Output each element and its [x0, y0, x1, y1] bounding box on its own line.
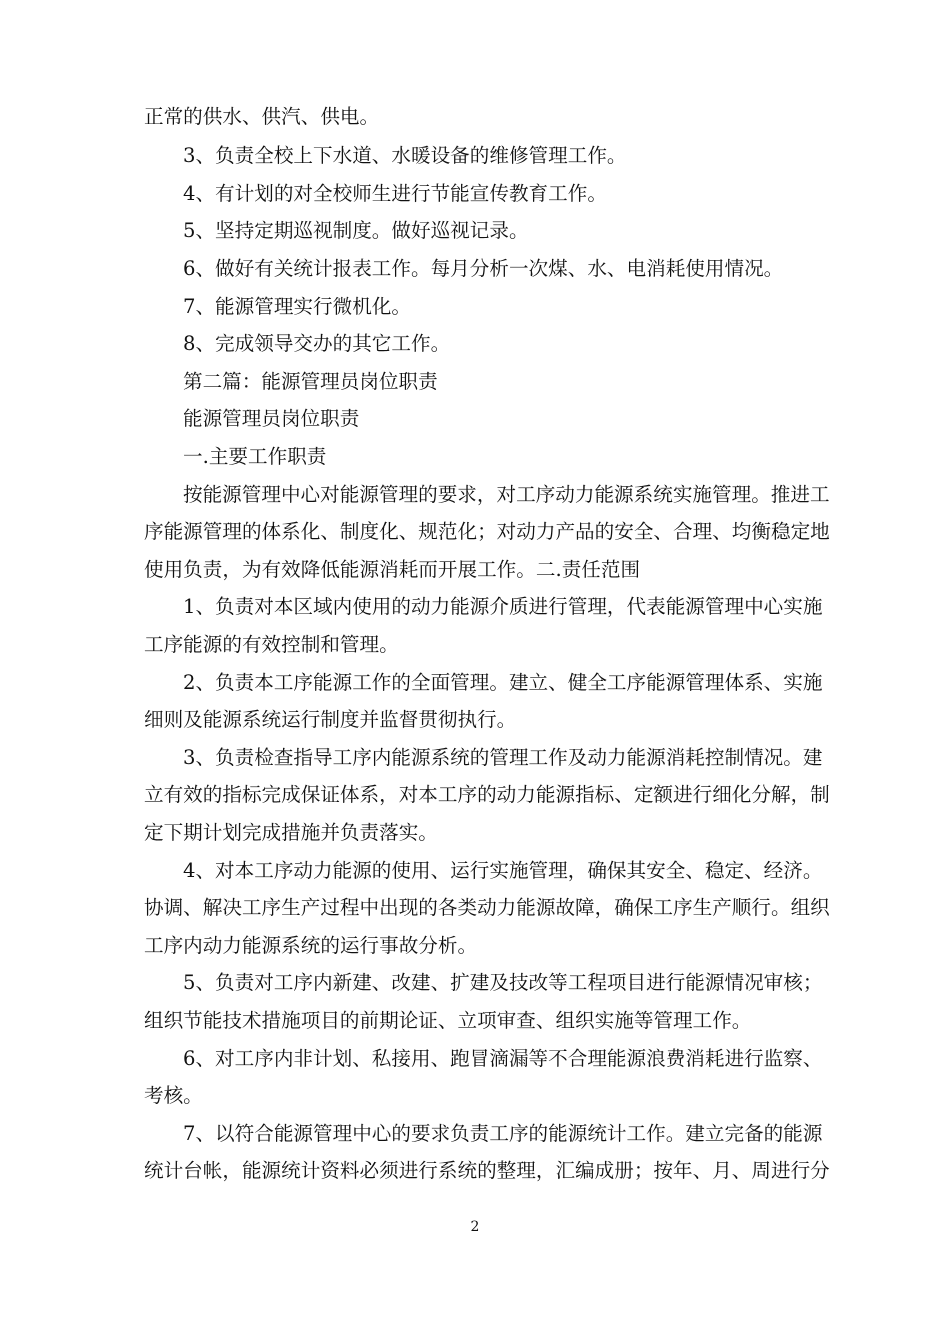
paragraph-line: 统计台帐，能源统计资料必须进行系统的整理，汇编成册；按年、月、周进行分: [144, 1159, 830, 1182]
list-item-8: 8、完成领导交办的其它工作。: [183, 332, 451, 355]
paragraph-line: 4、对本工序动力能源的使用、运行实施管理，确保其安全、稳定、经济。: [183, 859, 823, 882]
list-item-6: 6、做好有关统计报表工作。每月分析一次煤、水、电消耗使用情况。: [183, 257, 784, 280]
paragraph-line: 考核。: [144, 1084, 203, 1107]
text-line: 正常的供水、供汽、供电。: [144, 105, 380, 128]
paragraph-line: 3、负责检查指导工序内能源系统的管理工作及动力能源消耗控制情况。建: [183, 746, 823, 769]
section-heading: 第二篇：能源管理员岗位职责: [183, 370, 438, 393]
paragraph-line: 2、负责本工序能源工作的全面管理。建立、健全工序能源管理体系、实施: [183, 671, 823, 694]
subheading-main-duties: 一.主要工作职责: [183, 445, 327, 468]
paragraph-line: 工序能源的有效控制和管理。: [144, 633, 399, 656]
paragraph-line: 1、负责对本区域内使用的动力能源介质进行管理，代表能源管理中心实施: [183, 595, 823, 618]
paragraph-line: 立有效的指标完成保证体系，对本工序的动力能源指标、定额进行细化分解，制: [144, 783, 830, 806]
document-title: 能源管理员岗位职责: [183, 407, 360, 430]
list-item-4: 4、有计划的对全校师生进行节能宣传教育工作。: [183, 182, 607, 205]
paragraph-line: 7、以符合能源管理中心的要求负责工序的能源统计工作。建立完备的能源: [183, 1122, 823, 1145]
paragraph-line: 细则及能源系统运行制度并监督贯彻执行。: [144, 708, 517, 731]
paragraph-line: 组织节能技术措施项目的前期论证、立项审查、组织实施等管理工作。: [144, 1009, 752, 1032]
paragraph-line: 序能源管理的体系化、制度化、规范化；对动力产品的安全、合理、均衡稳定地: [144, 520, 830, 543]
paragraph-line: 6、对工序内非计划、私接用、跑冒滴漏等不合理能源浪费消耗进行监察、: [183, 1047, 823, 1070]
list-item-5: 5、坚持定期巡视制度。做好巡视记录。: [183, 219, 529, 242]
page-number: 2: [470, 1219, 480, 1235]
paragraph-line: 定下期计划完成措施并负责落实。: [144, 821, 438, 844]
list-item-3: 3、负责全校上下水道、水暖设备的维修管理工作。: [183, 144, 627, 167]
paragraph-line: 协调、解决工序生产过程中出现的各类动力能源故障，确保工序生产顺行。组织: [144, 896, 830, 919]
paragraph-line: 使用负责，为有效降低能源消耗而开展工作。二.责任范围: [144, 558, 641, 581]
list-item-7: 7、能源管理实行微机化。: [183, 295, 411, 318]
paragraph-line: 工序内动力能源系统的运行事故分析。: [144, 934, 478, 957]
paragraph-line: 5、负责对工序内新建、改建、扩建及技改等工程项目进行能源情况审核；: [183, 971, 823, 994]
paragraph-line: 按能源管理中心对能源管理的要求，对工序动力能源系统实施管理。推进工: [183, 483, 830, 506]
